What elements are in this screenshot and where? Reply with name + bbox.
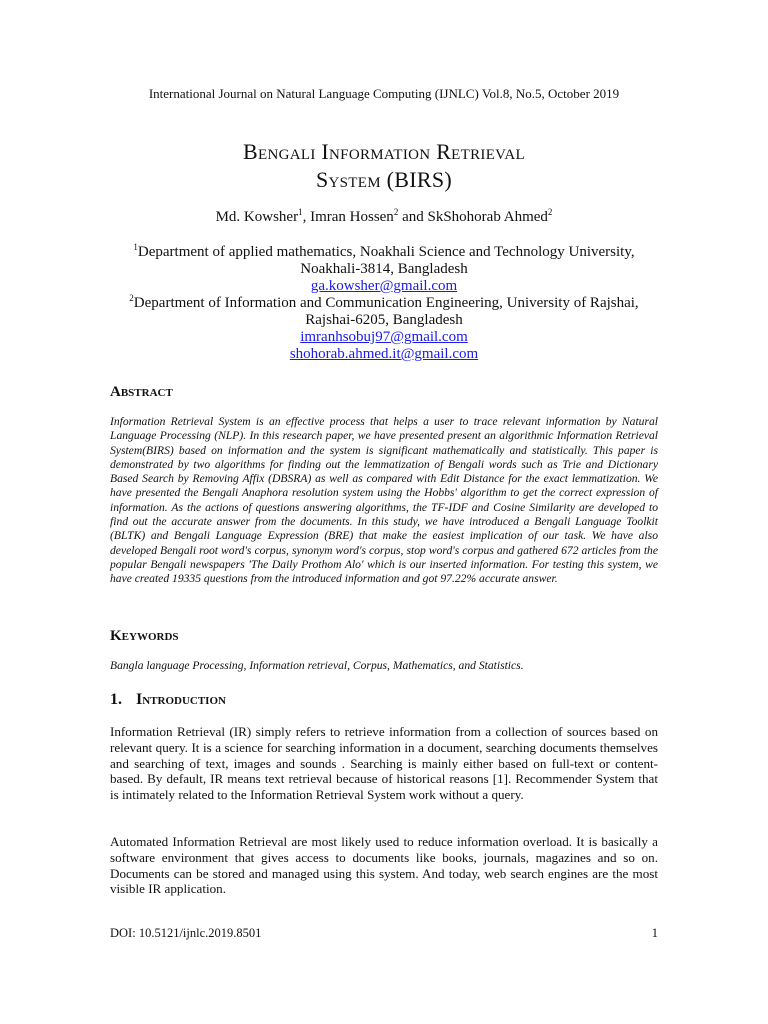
author-name: Imran Hossen [310, 209, 394, 225]
introduction-heading [110, 691, 226, 709]
author-separator: , [302, 209, 311, 225]
page-number: 1 [651, 926, 658, 940]
affiliations [100, 244, 668, 363]
intro-paragraph-1: Information Retrieval (IR) simply refers to retrieve information from a collection of sources based on relevant query. It is a science for searching information in a document, searching documents themselves and searching of text, images and sounds . Searching is mainly either based on full-text or content-based. By default, IR means text retrieval because of historical reasons [1]. Recommender System that is intimately related to the Information Retrieval System work without a query. [110, 724, 658, 803]
intro-paragraph-2: Automated Information Retrieval are most likely used to reduce information overload. It is basically a software environment that gives access to documents like books, journals, magazines and so on. Documents can be stored and managed using this system. And today, web search engines are the most visible IR application. [110, 834, 658, 897]
affil-mark: 1 [133, 242, 138, 252]
doi-footer: DOI: 10.5121/ijnlc.2019.8501 [110, 926, 262, 940]
abstract-text: Information Retrieval System is an effective process that helps a user to trace relevant information by Natural Language Processing (NLP). In this research paper, we have presented present an algorithmic Information Retrieval System(BIRS) based on information and the system is significant mathematically and statistically. This paper is demonstrated by two algorithms for finding out the lemmatization of Bengali words such as Trie and Dictionary Based Search by Removing Affix (DBSRA) as well as compared with Edit Distance for the exact lemmatization. We have presented the Bengali Anaphora resolution system using the Hobbs' algorithm to get the correct expression of information. As the actions of questions answering algorithms, the TF-IDF and Cosine Similarity are developed to find out the accurate answer from the documents. In this study, we have introduced a Bengali Language Toolkit (BLTK) and Bengali Language Expression (BRE) that make the easiest implication of our task. We have also developed Bengali root word's corpus, synonym word's corpus, stop word's corpus and gathered 672 articles from the popular Bengali newspapers 'The Daily Prothom Alo' which is our inserted information. For testing this system, we have created 19335 questions from the introduced information and got 97.22% accurate answer. [110, 415, 658, 586]
email-link[interactable]: imranhsobuj97@gmail.com [300, 329, 468, 345]
paper-title [0, 138, 768, 194]
affil-mark: 2 [129, 293, 134, 303]
keywords-heading: Keywords [110, 628, 179, 644]
email-link[interactable]: ga.kowsher@gmail.com [310, 278, 458, 294]
author-separator: and [398, 209, 428, 225]
section-title: Introduction [136, 691, 226, 708]
affiliation-2-line-1: $^2$Department of Information and Communication Engineering, University of Rajshai, [129, 293, 639, 311]
section-number: 1. [110, 691, 122, 708]
affiliation-1-line-1: $^1$Department of applied mathematics, Noakhali Science and Technology University, [133, 242, 635, 260]
journal-header: International Journal on Natural Language Computing (IJNLC) Vol.8, No.5, October 2019 [148, 86, 620, 101]
abstract-heading: Abstract [110, 384, 173, 400]
author-list [0, 209, 768, 226]
author-affil-mark: 2 [393, 207, 399, 217]
title-line-2: System (BIRS) [315, 167, 453, 192]
author-affil-mark: 2 [547, 207, 553, 217]
author-affil-mark: 1 [298, 207, 303, 217]
affiliation-1-line-2: Noakhali-3814, Bangladesh [300, 261, 468, 277]
author-name: Md. Kowsher [215, 209, 299, 225]
keywords-text: Bangla language Processing, Information retrieval, Corpus, Mathematics, and Statistics. [110, 659, 524, 672]
author-name: SkShohorab Ahmed [427, 209, 548, 225]
title-line-1: Bengali Information Retrieval [243, 139, 525, 164]
email-link[interactable]: shohorab.ahmed.it@gmail.com [289, 346, 479, 362]
affiliation-2-line-2: Rajshai-6205, Bangladesh [305, 312, 463, 328]
